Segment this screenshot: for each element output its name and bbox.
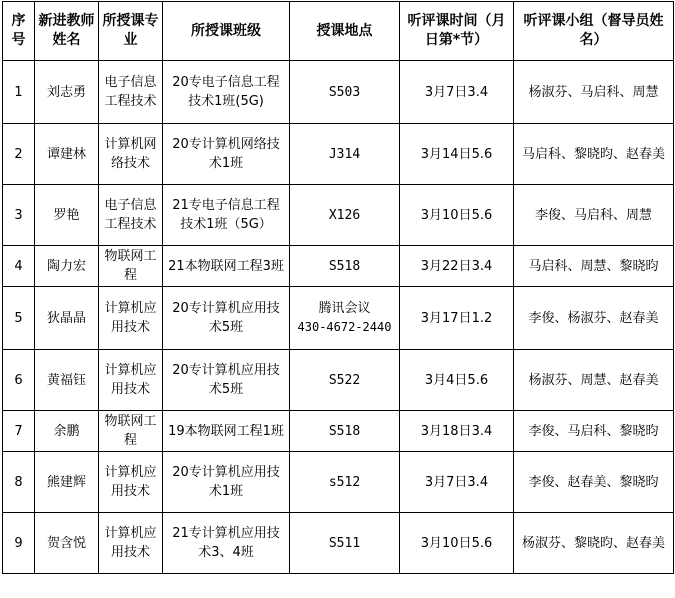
cell-major: 计算机应用技术 [99,452,163,513]
cell-major: 物联网工程 [99,411,163,452]
table-row [3,350,674,411]
cell-time: 3月4日5.6 [400,350,514,411]
cell-time: 3月18日3.4 [400,411,514,452]
cell-group: 李俊、马启科、周慧 [514,185,674,246]
table-row [3,452,674,513]
cell-location: X126 [290,185,400,246]
cell-time: 3月7日3.4 [400,452,514,513]
cell-index: 9 [3,513,35,574]
cell-time: 3月7日3.4 [400,61,514,124]
header-row [3,2,674,61]
cell-time: 3月22日3.4 [400,246,514,287]
cell-teacher: 罗艳 [35,185,99,246]
cell-time: 3月14日5.6 [400,124,514,185]
cell-class: 20专计算机网络技术1班 [163,124,290,185]
cell-class: 20专计算机应用技术5班 [163,287,290,350]
cell-class: 20专计算机应用技术5班 [163,350,290,411]
cell-index: 8 [3,452,35,513]
cell-location: S511 [290,513,400,574]
header-group: 听评课小组（督导员姓名） [514,2,674,61]
cell-major: 计算机应用技术 [99,287,163,350]
cell-group: 李俊、杨淑芬、赵春美 [514,287,674,350]
cell-teacher: 黄福钰 [35,350,99,411]
table-row [3,513,674,574]
cell-group: 李俊、马启科、黎晓昀 [514,411,674,452]
cell-location: S503 [290,61,400,124]
cell-major: 物联网工程 [99,246,163,287]
cell-location: J314 [290,124,400,185]
header-teacher: 新进教师姓名 [35,2,99,61]
cell-index: 5 [3,287,35,350]
cell-class: 21专电子信息工程技术1班（5G） [163,185,290,246]
cell-teacher: 熊建辉 [35,452,99,513]
header-index: 序号 [3,2,35,61]
cell-group: 马启科、黎晓昀、赵春美 [514,124,674,185]
header-class: 所授课班级 [163,2,290,61]
cell-group: 马启科、周慧、黎晓昀 [514,246,674,287]
cell-major: 计算机应用技术 [99,513,163,574]
cell-major: 计算机应用技术 [99,350,163,411]
cell-teacher: 余鹏 [35,411,99,452]
cell-teacher: 陶力宏 [35,246,99,287]
header-major: 所授课专业 [99,2,163,61]
table-row [3,411,674,452]
cell-teacher: 贺含悦 [35,513,99,574]
cell-group: 杨淑芬、周慧、赵春美 [514,350,674,411]
cell-index: 6 [3,350,35,411]
cell-location: s512 [290,452,400,513]
table-row [3,185,674,246]
cell-teacher: 谭建林 [35,124,99,185]
cell-index: 3 [3,185,35,246]
schedule-table [2,1,674,574]
table-row [3,287,674,350]
header-location: 授课地点 [290,2,400,61]
cell-location: S522 [290,350,400,411]
cell-class: 21本物联网工程3班 [163,246,290,287]
cell-class: 20专电子信息工程技术1班(5G) [163,61,290,124]
meeting-name: 腾讯会议 [318,301,371,316]
cell-time: 3月10日5.6 [400,513,514,574]
header-time: 听评课时间（月日第*节） [400,2,514,61]
cell-group: 杨淑芬、黎晓昀、赵春美 [514,513,674,574]
cell-location [290,287,400,350]
cell-location: S518 [290,411,400,452]
table-row [3,61,674,124]
cell-index: 7 [3,411,35,452]
cell-major: 电子信息工程技术 [99,61,163,124]
cell-group: 杨淑芬、马启科、周慧 [514,61,674,124]
cell-class: 19本物联网工程1班 [163,411,290,452]
cell-index: 2 [3,124,35,185]
cell-time: 3月10日5.6 [400,185,514,246]
table-row [3,246,674,287]
cell-class: 20专计算机应用技术1班 [163,452,290,513]
cell-class: 21专计算机应用技术3、4班 [163,513,290,574]
cell-teacher: 刘志勇 [35,61,99,124]
cell-time: 3月17日1.2 [400,287,514,350]
cell-major: 电子信息工程技术 [99,185,163,246]
cell-index: 4 [3,246,35,287]
cell-teacher: 狄晶晶 [35,287,99,350]
table-row [3,124,674,185]
cell-major: 计算机网络技术 [99,124,163,185]
meeting-id: 430-4672-2440 [297,320,392,334]
cell-location: S518 [290,246,400,287]
cell-index: 1 [3,61,35,124]
cell-group: 李俊、赵春美、黎晓昀 [514,452,674,513]
